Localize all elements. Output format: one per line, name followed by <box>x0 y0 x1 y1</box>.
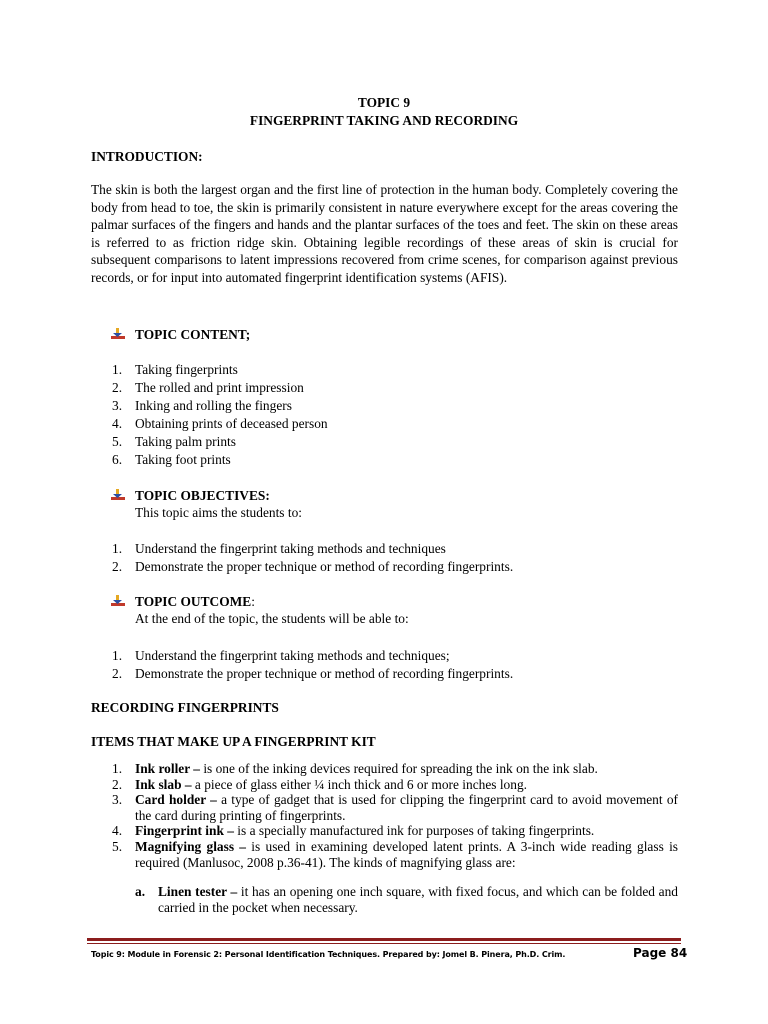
page-number: Page 84 <box>633 946 688 960</box>
arrow-bullet-icon <box>111 595 125 608</box>
kit-list <box>91 761 678 870</box>
footer-text: Topic 9: Module in Forensic 2: Personal Identification Techniques. Prepared by: Jomel B. Pinera, Ph.D. Crim. <box>91 950 566 959</box>
introduction-paragraph: The skin is both the largest organ and the first line of protection in the human body. Completely covering the body from head to toe, the skin is primarily consistent in nature everywhere except for the areas covering the palmar surfaces of the fingers and hands and the plantar surfaces of the toes and feet. The skin on these areas is referred to as friction ridge skin. Obtaining legible recordings of these areas of skin is crucial for subsequent comparisons to latent impressions recovered from crime scenes, for comparison against previous records, or for input into automated fingerprint identification systems (AFIS). <box>91 182 678 285</box>
topic-outcome-list <box>91 647 513 683</box>
list-item: 2. Demonstrate the proper technique or method of recording fingerprints. <box>112 666 514 681</box>
list-item: 2. The rolled and print impression <box>112 380 304 395</box>
list-item: 5. Taking palm prints <box>112 434 236 449</box>
topic-title: FINGERPRINT TAKING AND RECORDING <box>249 113 519 128</box>
footer-rule <box>87 938 681 941</box>
list-item: 4. Obtaining prints of deceased person <box>112 416 328 431</box>
list-item: 1. Understand the fingerprint taking methods and techniques; <box>112 648 450 663</box>
list-item: 1. Taking fingerprints <box>112 362 238 377</box>
topic-outcome-heading: TOPIC OUTCOME <box>135 594 252 609</box>
topic-content-list <box>91 361 328 469</box>
topic-number: TOPIC 9 <box>357 95 411 110</box>
list-item: 4. Fingerprint ink – is a specially manufactured ink for purposes of taking fingerprints. <box>112 823 595 839</box>
kit-subitem: a. Linen tester – it has an opening one inch square, with fixed focus, and which can be folded and carried in the pocket when necessary. <box>135 884 678 915</box>
topic-objectives-heading: TOPIC OBJECTIVES: <box>135 488 270 503</box>
list-item: 2. Ink slab – a piece of glass either ¼ inch thick and 6 or more inches long. <box>112 776 527 792</box>
list-item: 1. Ink roller – is one of the inking devices required for spreading the ink on the ink slab. <box>112 761 598 776</box>
topic-outcome-heading-wrap: TOPIC OUTCOME: <box>135 594 255 609</box>
topic-outcome-intro: At the end of the topic, the students will be able to: <box>135 611 409 626</box>
arrow-bullet-icon <box>111 328 125 341</box>
arrow-bullet-icon <box>111 489 125 502</box>
list-item: 3. Card holder – a type of gadget that is used for clipping the fingerprint card to avoid movement of the card during printing of fingerprints. <box>112 792 678 823</box>
topic-objectives-list <box>91 540 513 576</box>
list-item: 2. Demonstrate the proper technique or method of recording fingerprints. <box>112 559 514 574</box>
list-item: 3. Inking and rolling the fingers <box>112 398 292 413</box>
topic-objectives-intro: This topic aims the students to: <box>135 505 302 520</box>
list-item: 6. Taking foot prints <box>112 452 231 467</box>
list-item: 1. Understand the fingerprint taking methods and techniques <box>112 541 446 556</box>
topic-content-heading: TOPIC CONTENT; <box>135 327 251 342</box>
kit-heading: ITEMS THAT MAKE UP A FINGERPRINT KIT <box>91 734 376 749</box>
list-item: 5. Magnifying glass – is used in examining developed latent prints. A 3-inch wide reading glass is required (Manlusoc, 2008 p.36-41). The kinds of magnifying glass are: <box>112 838 678 870</box>
introduction-heading: INTRODUCTION: <box>91 149 203 164</box>
recording-heading: RECORDING FINGERPRINTS <box>91 700 279 715</box>
footer-rule-thin <box>87 943 681 944</box>
